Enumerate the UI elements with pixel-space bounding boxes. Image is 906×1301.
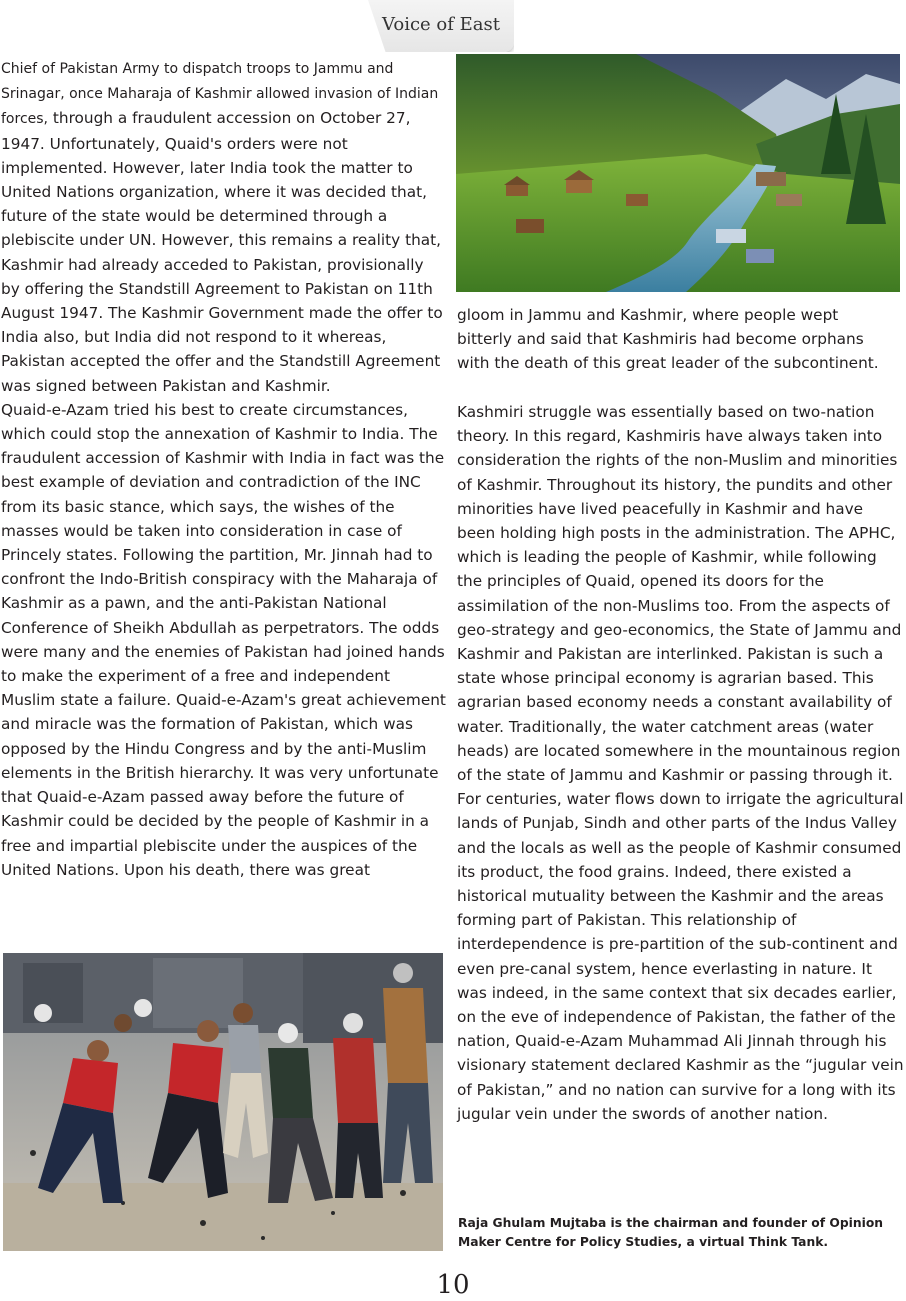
left-column-paragraph-1 (1, 56, 447, 398)
right-column-continuation: gloom in Jammu and Kashmir, where people wept bitterly and said that Kashmiris had become orphans with the death of this great leader of the subcontinent. (457, 306, 879, 373)
kashmir-valley-photo (456, 54, 900, 292)
publication-title: Voice of East (382, 14, 500, 35)
intro-continued-text: through a fraudulent accession on October 27, 1947. Unfortunately, Quaid's orders were not implemented. However, later India took the matter to United Nations organization, where it was decided that, future of the state would be determined through a plebiscite under UN. However, this remains a reality that, Kashmir had already acceded to Pakistan, provisionally by offering the Standstill Agreement to Pakistan on 11th August 1947. The Kashmir Government made the offer to India also, but India did not respond to it whereas, Pakistan accepted the offer and the Standstill Agreement was signed between Pakistan and Kashmir. (1, 109, 443, 395)
author-byline: Raja Ghulam Mujtaba is the chairman and founder of Opinion Maker Centre for Policy Studies, a virtual Think Tank. (458, 1216, 884, 1249)
intro-small-text: Chief of Pakistan Army to dispatch troops to Jammu and Srinagar, once Maharaja of Kashmir allowed invasion of Indian forces, (1, 61, 439, 128)
right-column-main-paragraph: Kashmiri struggle was essentially based on two-nation theory. In this regard, Kashmiris have always taken into consideration the rights of the non-Muslim and minorities of Kashmir. Throughout its history, the pundits and other minorities have lived peacefully in Kashmir and have been holding high posts in the administration. The APHC, which is leading the people of Kashmir, while following the principles of Quaid, opened its doors for the assimilation of the non-Muslims too. From the aspects of geo-strategy and geo-economics, the State of Jammu and Kashmir and Pakistan are interlinked. Pakistan is such a state whose principal economy is agrarian based. This agrarian based economy needs a constant availability of water. Traditionally, the water catchment areas (water heads) are located somewhere in the mountainous region of the state of Jammu and Kashmir or passing through it. For centuries, water flows down to irrigate the agricultural lands of Punjab, Sindh and other parts of the Indus Valley and the locals as well as the people of Kashmir consumed its product, the food grains. Indeed, there existed a historical mutuality between the Kashmir and the areas forming part of Pakistan. This relationship of interdependence is pre-partition of the sub-continent and even pre-canal system, hence everlasting in nature. It was indeed, in the same context that six decades earlier, on the eve of independence of Pakistan, the father of the nation, Quaid-e-Azam Muhammad Ali Jinnah through his visionary statement declared Kashmir as the “jugular vein of Pakistan,” and no nation can survive for a long with its jugular vein under the swords of another nation. (457, 403, 904, 1123)
page-number: 10 (436, 1270, 470, 1300)
left-column-paragraph-2: Quaid-e-Azam tried his best to create circumstances, which could stop the annexation of Kashmir to India. The fraudulent accession of Kashmir with India in fact was the best example of deviation and contradiction of the INC from its basic stance, which says, the wishes of the masses would be taken into consideration in case of Princely states. Following the partition, Mr. Jinnah had to confront the Indo-British conspiracy with the Maharaja of Kashmir as a pawn, and the anti-Pakistan National Conference of Sheikh Abdullah as perpetrators. The odds were many and the enemies of Pakistan had joined hands to make the experiment of a free and independent Muslim state a failure. Quaid-e-Azam's great achievement and miracle was the formation of Pakistan, which was opposed by the Hindu Congress and by the anti-Muslim elements in the British hierarchy. It was very unfortunate that Quaid-e-Azam passed away before the future of Kashmir could be decided by the people of Kashmir in a free and impartial plebiscite under the auspices of the United Nations. Upon his death, there was great (1, 400, 446, 879)
protest-photo (3, 953, 443, 1251)
left-column (1, 56, 447, 882)
